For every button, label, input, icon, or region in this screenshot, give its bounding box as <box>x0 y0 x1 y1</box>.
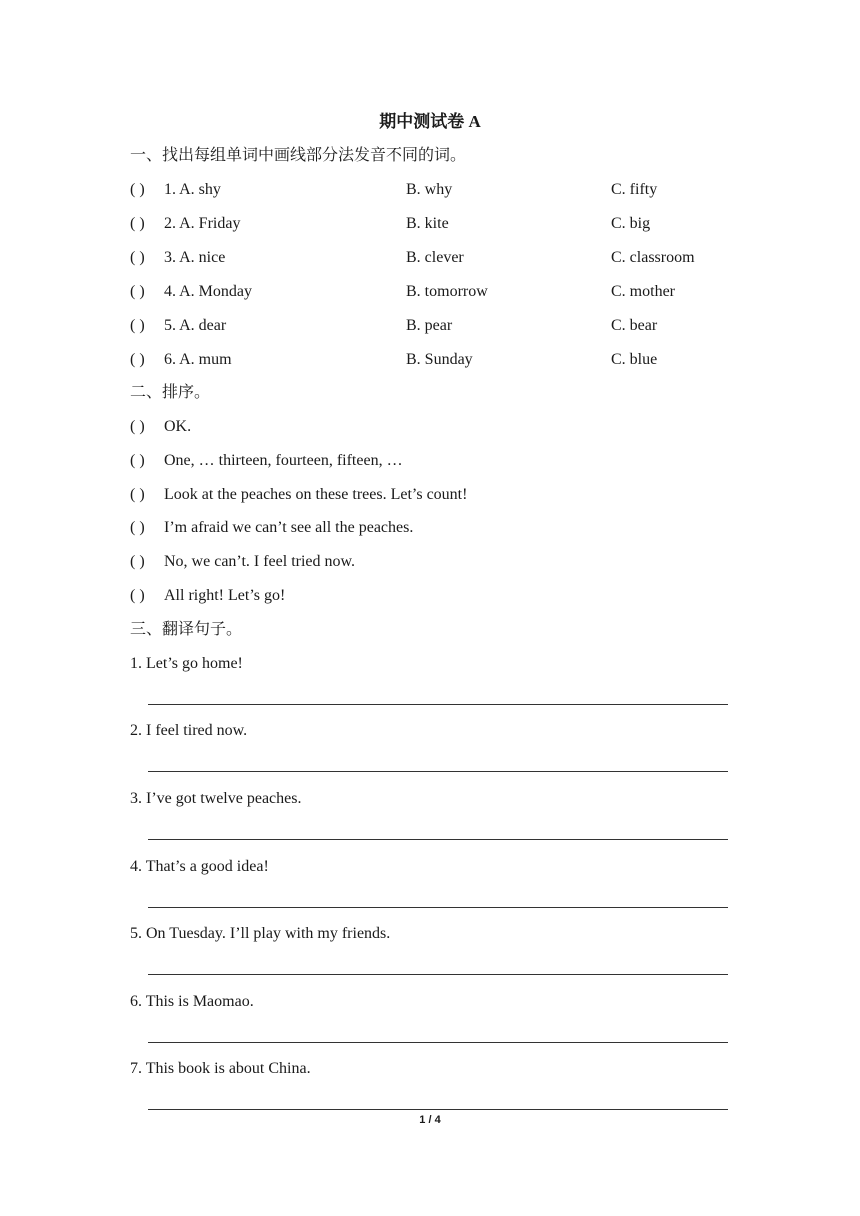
option-a: 6. A. mum <box>164 351 232 368</box>
translate-sentence: 5. On Tuesday. I’ll play with my friends. <box>130 925 391 942</box>
answer-paren: ( ) <box>130 519 145 536</box>
ordering-text: OK. <box>164 418 192 435</box>
option-c: C. fifty <box>611 181 658 198</box>
answer-paren: ( ) <box>130 283 145 300</box>
section2-heading: 二、排序。 <box>130 384 211 401</box>
answer-paren: ( ) <box>130 587 145 604</box>
ordering-text: All right! Let’s go! <box>164 587 286 604</box>
option-c: C. blue <box>611 351 658 368</box>
answer-paren: ( ) <box>130 486 145 503</box>
ordering-item <box>130 415 191 439</box>
ordering-item <box>130 483 467 507</box>
option-b: B. Sunday <box>406 351 473 368</box>
ordering-text: I’m afraid we can’t see all the peaches. <box>164 519 414 536</box>
ordering-text: One, … thirteen, fourteen, fifteen, … <box>164 452 403 469</box>
section1-heading: 一、找出每组单词中画线部分法发音不同的词。 <box>130 147 467 164</box>
ordering-item <box>130 584 285 608</box>
answer-paren: ( ) <box>130 249 145 266</box>
answer-paren: ( ) <box>130 181 145 198</box>
translate-sentence: 6. This is Maomao. <box>130 993 254 1010</box>
option-b: B. why <box>406 181 453 198</box>
page-number: 1 / 4 <box>419 1114 441 1126</box>
option-b: B. kite <box>406 215 449 232</box>
page-title: 期中测试卷 A <box>379 112 481 131</box>
option-c: C. mother <box>611 283 675 300</box>
option-b: B. clever <box>406 249 464 266</box>
translate-sentence: 3. I’ve got twelve peaches. <box>130 790 302 807</box>
answer-line[interactable] <box>148 1109 728 1110</box>
answer-line[interactable] <box>148 771 728 772</box>
answer-line[interactable] <box>148 907 728 908</box>
option-c: C. bear <box>611 317 658 334</box>
ordering-item <box>130 449 403 473</box>
answer-line[interactable] <box>148 1042 728 1043</box>
ordering-item <box>130 516 413 540</box>
option-a: 1. A. shy <box>164 181 221 198</box>
option-c: C. big <box>611 215 651 232</box>
answer-line[interactable] <box>148 974 728 975</box>
translate-sentence: 2. I feel tired now. <box>130 722 248 739</box>
answer-line[interactable] <box>148 704 728 705</box>
ordering-item <box>130 550 355 574</box>
answer-paren: ( ) <box>130 351 145 368</box>
option-b: B. pear <box>406 317 453 334</box>
option-a: 2. A. Friday <box>164 215 241 232</box>
answer-paren: ( ) <box>130 418 145 435</box>
translate-sentence: 7. This book is about China. <box>130 1060 311 1077</box>
answer-line[interactable] <box>148 839 728 840</box>
option-a: 3. A. nice <box>164 249 226 266</box>
answer-paren: ( ) <box>130 553 145 570</box>
option-b: B. tomorrow <box>406 283 488 300</box>
answer-paren: ( ) <box>130 215 145 232</box>
option-c: C. classroom <box>611 249 695 266</box>
ordering-text: No, we can’t. I feel tried now. <box>164 553 356 570</box>
answer-paren: ( ) <box>130 452 145 469</box>
option-a: 5. A. dear <box>164 317 227 334</box>
ordering-text: Look at the peaches on these trees. Let’s count! <box>164 486 468 503</box>
answer-paren: ( ) <box>130 317 145 334</box>
translate-sentence: 1. Let’s go home! <box>130 655 243 672</box>
option-a: 4. A. Monday <box>164 283 252 300</box>
section3-heading: 三、翻译句子。 <box>130 621 243 638</box>
translate-sentence: 4. That’s a good idea! <box>130 858 269 875</box>
